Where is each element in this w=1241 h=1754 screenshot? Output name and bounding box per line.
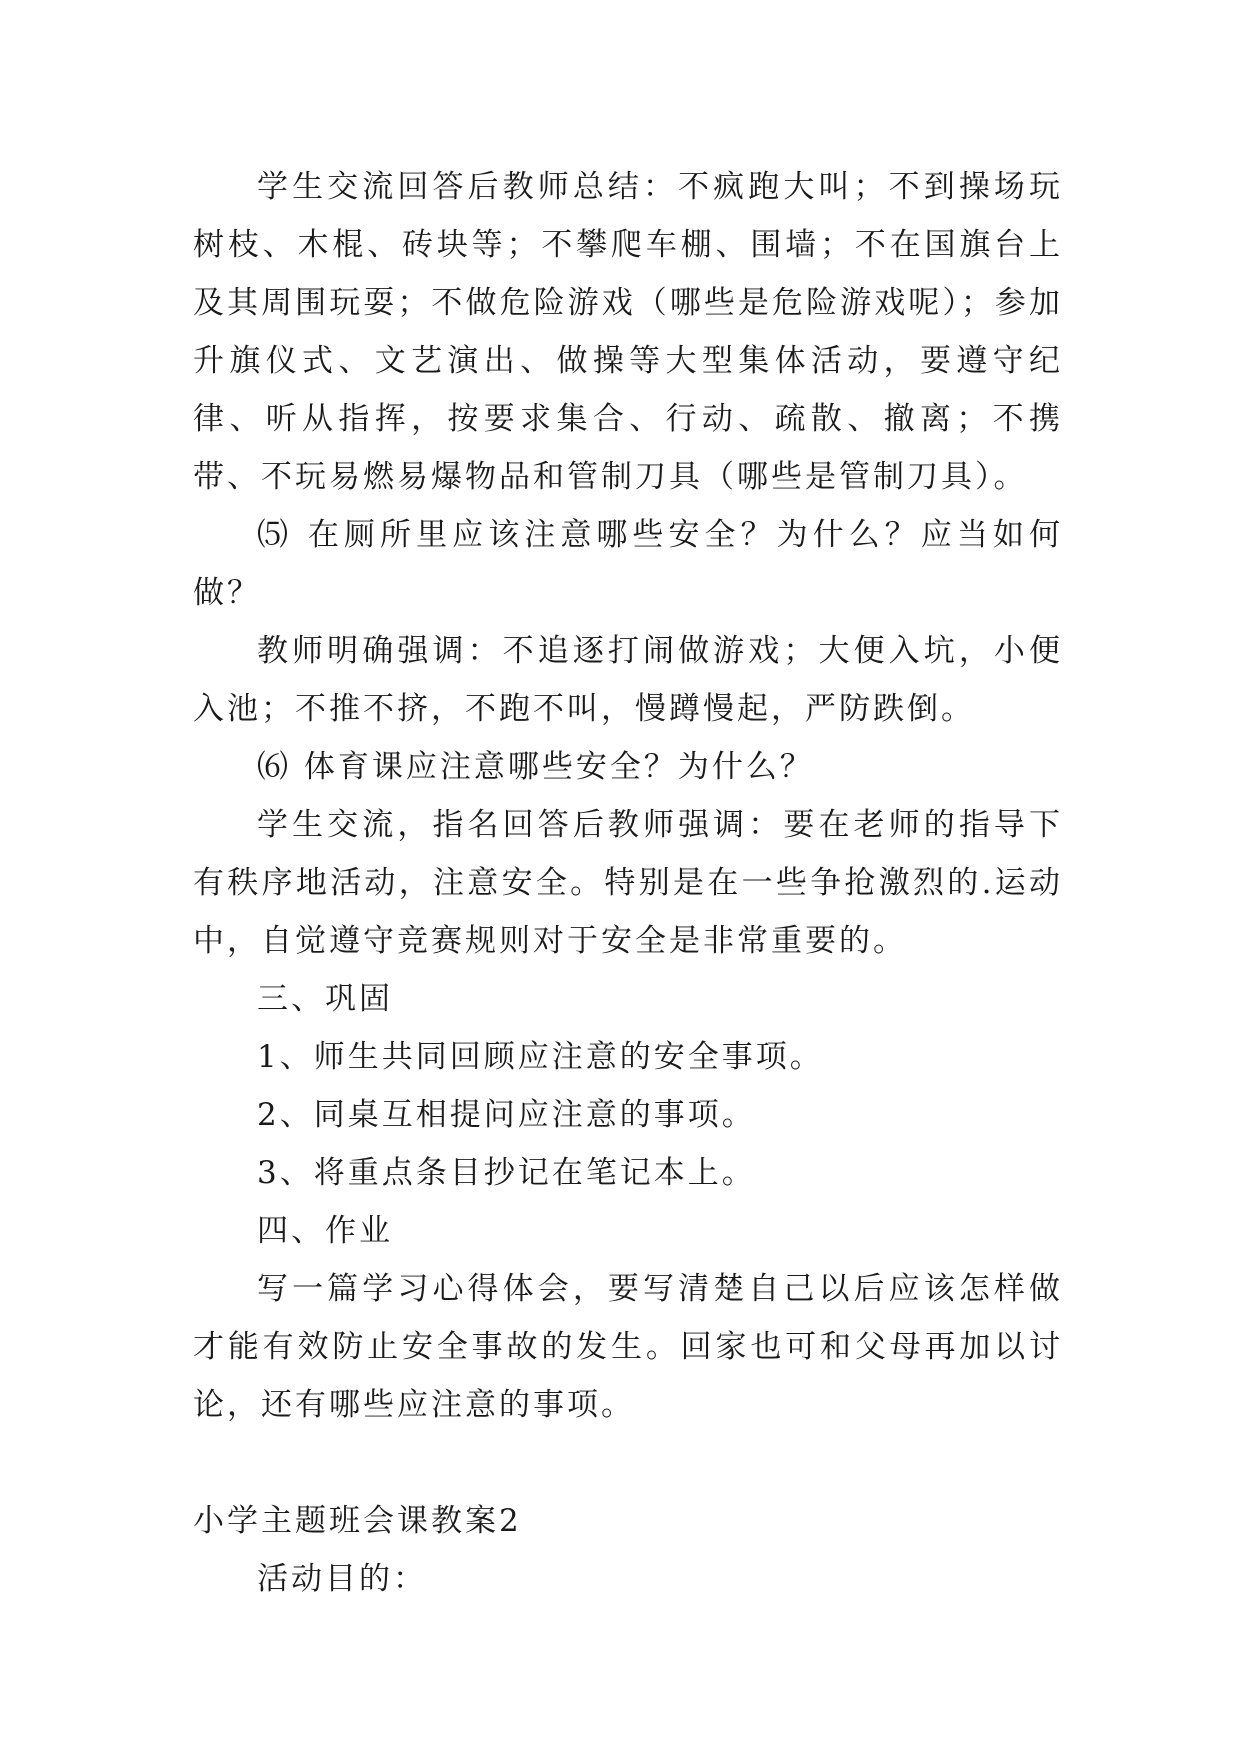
question-toilet-safety: ⑸ 在厕所里应该注意哪些安全？为什么？应当如何做？ <box>193 517 1063 611</box>
document-body <box>193 158 1063 1608</box>
paragraph-pe-rules: 学生交流，指名回答后教师强调：要在老师的指导下有秩序地活动，注意安全。特别是在一些争抢激烈的.运动中，自觉遵守竞赛规则对于安全是非常重要的。 <box>193 807 1063 959</box>
paragraph-homework: 写一篇学习心得体会，要写清楚自己以后应该怎样做才能有效防止安全事故的发生。回家也可和父母再加以讨论，还有哪些应注意的事项。 <box>193 1271 1063 1423</box>
list-item-notes: 3、将重点条目抄记在笔记本上。 <box>257 1155 756 1191</box>
paragraph-teacher-summary: 学生交流回答后教师总结：不疯跑大叫；不到操场玩树枝、木棍、砖块等；不攀爬车棚、围墙；不在国旗台上及其周围玩耍；不做危险游戏（哪些是危险游戏呢）；参加升旗仪式、文艺演出、做操等大型集体活动，要遵守纪律、听从指挥，按要求集合、行动、疏散、撤离；不携带、不玩易燃易爆物品和管制刀具（哪些是管制刀具）。 <box>193 169 1063 495</box>
heading-activity-goal: 活动目的： <box>257 1561 427 1597</box>
heading-homework: 四、作业 <box>257 1213 393 1249</box>
section-title: 小学主题班会课教案2 <box>193 1503 522 1539</box>
section-gap <box>193 1434 1063 1492</box>
question-pe-safety: ⑹ 体育课应注意哪些安全？为什么？ <box>257 749 814 785</box>
list-item-peer-questions: 2、同桌互相提问应注意的事项。 <box>257 1097 756 1133</box>
paragraph-toilet-rules: 教师明确强调：不追逐打闹做游戏；大便入坑，小便入池；不推不挤，不跑不叫，慢蹲慢起，严防跌倒。 <box>193 633 1063 727</box>
heading-consolidate: 三、巩固 <box>257 981 393 1017</box>
list-item-review: 1、师生共同回顾应注意的安全事项。 <box>257 1039 824 1075</box>
